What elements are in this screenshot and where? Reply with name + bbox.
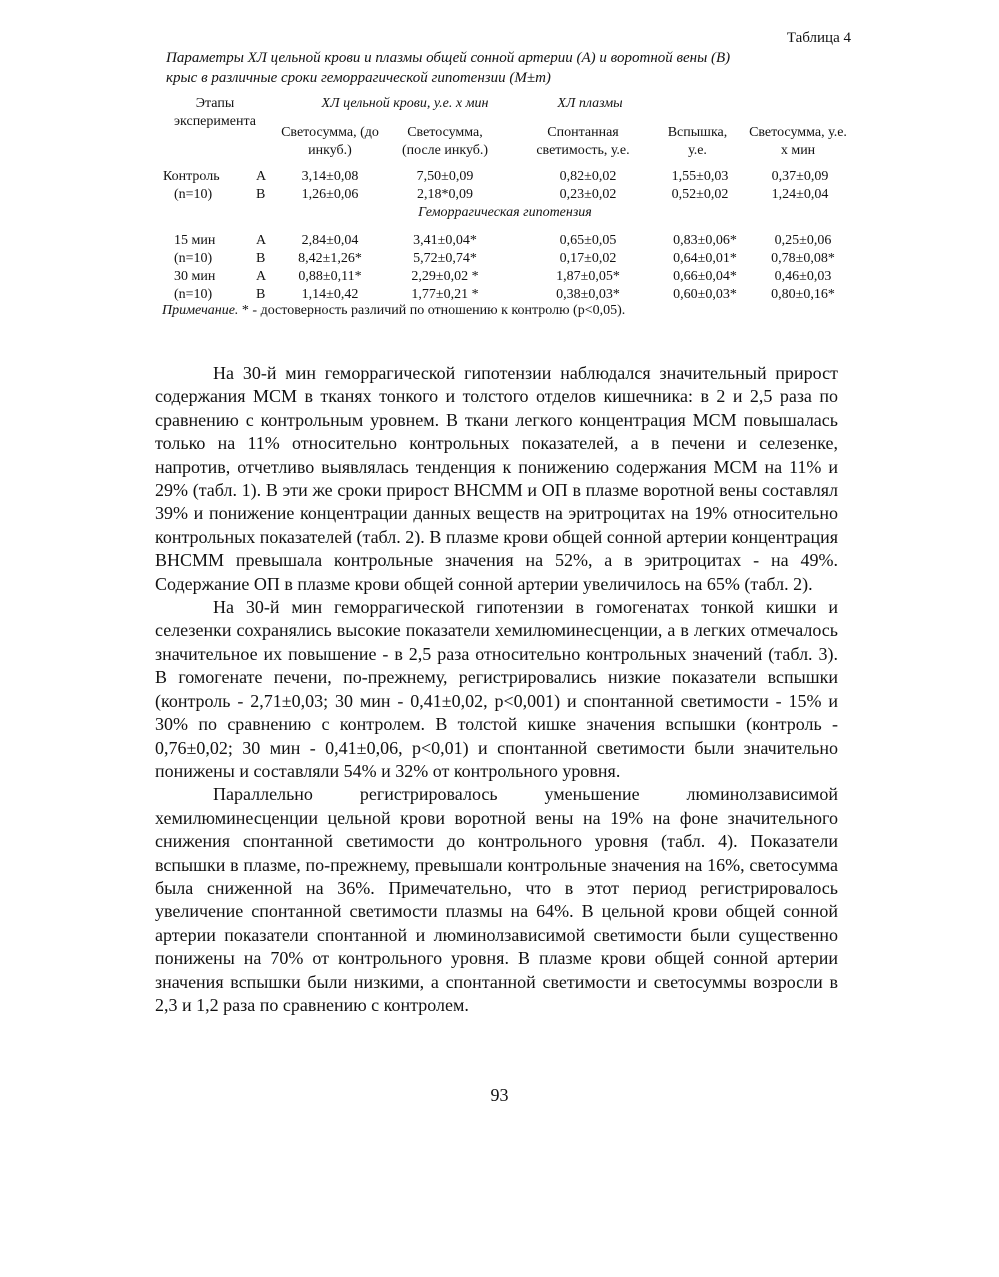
row-3-col-5: 0,78±0,08* — [771, 251, 835, 266]
row-4-vessel: А — [256, 269, 267, 284]
row-5-col-5: 0,80±0,16* — [771, 287, 835, 302]
row-5-col-1: 1,14±0,42 — [301, 287, 359, 302]
row-4-col-5: 0,46±0,03 — [774, 269, 832, 284]
row-1-col-4: 0,52±0,02 — [671, 187, 729, 202]
note-text: * - достоверность различий по отношению к контролю (р<0,05). — [241, 303, 626, 318]
row-0-vessel: А — [256, 169, 267, 184]
table-caption-line-1: Параметры ХЛ цельной крови и плазмы общей сонной артерии (А) и воротной вены (В) — [166, 50, 731, 66]
row-5-stage: (n=10) — [174, 287, 213, 302]
header-col-2: Светосумма, (после инкуб.) — [401, 125, 489, 158]
row-3-vessel: В — [256, 251, 266, 266]
paragraph-2: На 30-й мин геморрагической гипотензии в гомогенатах тонкой кишки и селезенки сохранялись высокие показатели хемилюминесценции, а в легких отмечалось значительное их повышение - в 2,5 раза относительно контрольных значений (табл. 3). В гомогенате печени, по-прежнему, регистрировались низкие показатели вспышки (контроль - 2,71±0,03; 30 мин - 0,41±0,02, р<0,001) и спонтанной светимости - 15% и 30% по сравнению с контролем. В толстой кишке значения вспышки (контроль - 0,76±0,02; 30 мин - 0,41±0,06, р<0,01) и спонтанной светимости были значительно понижены и составляли 54% и 32% от контрольного уровня. — [155, 597, 838, 781]
row-2-col-4: 0,83±0,06* — [673, 233, 737, 248]
row-3-col-2: 5,72±0,74* — [413, 251, 477, 266]
row-1-col-2: 2,18*0,09 — [417, 187, 473, 202]
row-5-col-2: 1,77±0,21 * — [411, 287, 479, 302]
row-5-vessel: В — [256, 287, 266, 302]
header-group-whole-blood: ХЛ цельной крови, у.е. х мин — [321, 96, 489, 111]
header-col-5: Светосумма, у.е. х мин — [749, 125, 847, 158]
header-group-plasma: ХЛ плазмы — [557, 96, 623, 111]
row-0-col-3: 0,82±0,02 — [559, 169, 617, 184]
row-4-col-3: 1,87±0,05* — [556, 269, 620, 284]
paragraph-3: Параллельно регистрировалось уменьшение люминолзависимой хемилюминесценции цельной крови воротной вены на 19% на фоне значительного снижения спонтанной светимости до контрольного уровня (табл. 4). Показатели вспышки в плазме, по-прежнему, превышали контрольные значения на 16%, светосумма была сниженной на 36%. Примечательно, что в этот период регистрировалось увеличение спонтанной светимости плазмы на 64%. В цельной крови общей сонной артерии показатели спонтанной и люминолзависимой светимости были существенно понижены на 70% от контрольного уровня. В плазме крови общей сонной артерии значения вспышки были низкими, а спонтанной светимости и светосуммы возросли в 2,3 и 1,2 раза по сравнению с контролем. — [155, 784, 838, 1015]
row-2-vessel: А — [256, 233, 267, 248]
row-2-col-5: 0,25±0,06 — [774, 233, 832, 248]
row-3-stage: (n=10) — [174, 251, 213, 266]
row-1-vessel: В — [256, 187, 266, 202]
row-1-stage: (n=10) — [174, 187, 213, 202]
row-3-col-4: 0,64±0,01* — [673, 251, 737, 266]
header-col-1: Светосумма, (до инкуб.) — [281, 125, 379, 158]
row-0-col-5: 0,37±0,09 — [771, 169, 829, 184]
header-col-3: Спонтанная светимость, у.е. — [536, 125, 630, 158]
section-label: Геморрагическая гипотензия — [418, 205, 592, 220]
row-2-col-3: 0,65±0,05 — [559, 233, 617, 248]
row-0-col-4: 1,55±0,03 — [671, 169, 729, 184]
row-2-col-1: 2,84±0,04 — [301, 233, 359, 248]
body-text — [155, 362, 838, 1017]
page-number: 93 — [490, 1085, 509, 1105]
row-3-col-1: 8,42±1,26* — [298, 251, 362, 266]
paragraph-1: На 30-й мин геморрагической гипотензии наблюдался значительный прирост содержания МСМ в тканях тонкого и толстого отделов кишечника: в 2 и 2,5 раза по сравнению с контрольным уровнем. В ткани легкого концентрация МСМ повышалась только на 11% относительно контрольных показателей, а в печени и селезенке, напротив, отчетливо выявлялась тенденция к понижению содержания МСМ на 11% и 29% (табл. 1). В эти же сроки прирост ВНСММ и ОП в плазме воротной вены составлял 39% и понижение концентрации данных веществ на эритроцитах на 19% относительно контрольных показателей (табл. 2). В плазме крови общей сонной артерии концентрация ВНСММ превышала контрольные значения на 52%, а в эритроцитах - на 49%. Содержание ОП в плазме крови общей сонной артерии увеличилось на 65% (табл. 2). — [155, 363, 838, 594]
table-caption-line-2: крыс в различные сроки геморрагической гипотензии (M±m) — [166, 70, 551, 86]
row-0-col-1: 3,14±0,08 — [301, 169, 359, 184]
header-col-4: Вспышка, у.е. — [667, 125, 728, 158]
row-5-col-3: 0,38±0,03* — [556, 287, 620, 302]
row-2-stage: 15 мин — [174, 233, 216, 248]
row-1-col-1: 1,26±0,06 — [301, 187, 359, 202]
row-0-col-2: 7,50±0,09 — [416, 169, 474, 184]
row-5-col-4: 0,60±0,03* — [673, 287, 737, 302]
row-2-col-2: 3,41±0,04* — [413, 233, 477, 248]
row-1-col-3: 0,23±0,02 — [559, 187, 617, 202]
header-stage: Этапы эксперимента — [174, 96, 256, 129]
row-1-col-5: 1,24±0,04 — [771, 187, 829, 202]
row-4-col-1: 0,88±0,11* — [298, 269, 362, 284]
row-0-stage: Контроль — [163, 169, 220, 184]
note-label: Примечание. — [162, 303, 239, 318]
table-number: Таблица 4 — [786, 30, 851, 46]
row-3-col-3: 0,17±0,02 — [559, 251, 617, 266]
row-4-stage: 30 мин — [174, 269, 216, 284]
table-note — [162, 303, 625, 319]
row-4-col-2: 2,29±0,02 * — [411, 269, 479, 284]
row-4-col-4: 0,66±0,04* — [673, 269, 737, 284]
